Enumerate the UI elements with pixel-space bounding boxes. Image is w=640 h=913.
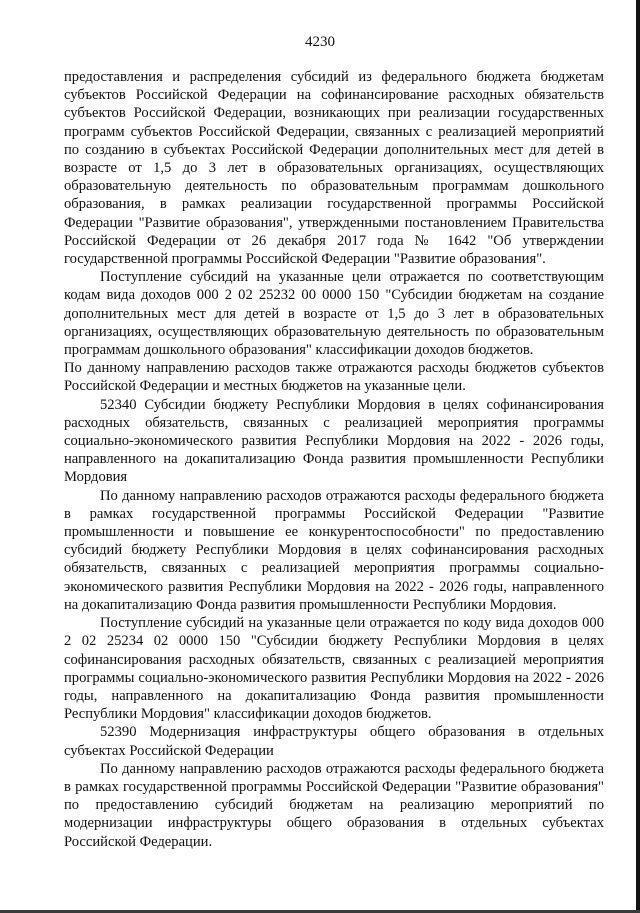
paragraph-revenue-52340: Поступление субсидий на указанные цели отражается по коду вида доходов 000 2 02 25234 02 0000 150 "Субсидии бюджету Республики Мордовия в целях софинансирования расходных обязательств, связанных с реализацией мероприятия программы социально-экономического развития Республики Мордовия на 2022 - 2026 годы, направленного на докапитализацию Фонда развития промышленности Республики Мордовия" классификации доходов бюджетов. <box>64 615 604 723</box>
paragraph-heading-52390: 52390 Модернизация инфраструктуры общего образования в отдельных субъектах Российской Федерации <box>64 724 604 759</box>
scan-edge-right <box>636 0 640 913</box>
paragraph-heading-52340: 52340 Субсидии бюджету Республики Мордовия в целях софинансирования расходных обязательств, связанных с реализацией мероприятия программы социально-экономического развития Республики Мордовия на 2022 - 2026 годы, направленного на докапитализацию Фонда развития промышленности Республики Мордовия <box>64 396 604 486</box>
paragraph-description-52340: По данному направлению расходов отражаются расходы федерального бюджета в рамках государственной программы Российской Федерации "Развитие промышленности и повышение ее конкурентоспособности" по предоставлению субсидий бюджету Республики Мордовия в целях софинансирования расходных обязательств, связанных с реализацией мероприятия программы социально-экономического развития Республики Мордовия на 2022 - 2026 годы, направленного на докапитализацию Фонда развития промышленности Республики Мордовия. <box>64 487 604 613</box>
paragraph-regional-budgets: По данному направлению расходов также отражаются расходы бюджетов субъектов Российской Федерации и местных бюджетов на указанные цели. <box>64 360 604 395</box>
page-number: 4230 <box>305 34 335 50</box>
paragraph-description-52390: По данному направлению расходов отражаются расходы федерального бюджета в рамках государственной программы Российской Федерации "Развитие образования" по предоставлению субсидий бюджетам на реализацию мероприятий по модернизации инфраструктуры общего образования в отдельных субъектах Российской Федерации. <box>64 760 604 850</box>
paragraph-revenue-codes: Поступление субсидий на указанные цели отражается по соответствующим кодам вида доходов 000 2 02 25232 00 0000 150 "Субсидии бюджетам на создание дополнительных мест для детей в возрасте от 1,5 до 3 лет в образовательных организациях, осуществляющих образовательную деятельность по образовательным программам дошкольного образования" классификации доходов бюджетов. <box>64 269 604 359</box>
document-body <box>64 68 604 851</box>
paragraph-continuation: предоставления и распределения субсидий из федерального бюджета бюджетам субъектов Российской Федерации на софинансирование расходных обязательств субъектов Российской Федерации, возникающих при реализации государственных программ субъектов Российской Федерации, связанных с реализацией мероприятий по созданию в субъектах Российской Федерации дополнительных мест для детей в возрасте от 1,5 до 3 лет в образовательных организациях, осуществляющих образовательную деятельность по образовательным программам дошкольного образования, в рамках реализации государственной программы Российской Федерации "Развитие образования", утвержденными постановлением Правительства Российской Федерации от 26 декабря 2017 года № 1642 "Об утверждении государственной программы Российской Федерации "Развитие образования". <box>64 69 604 268</box>
